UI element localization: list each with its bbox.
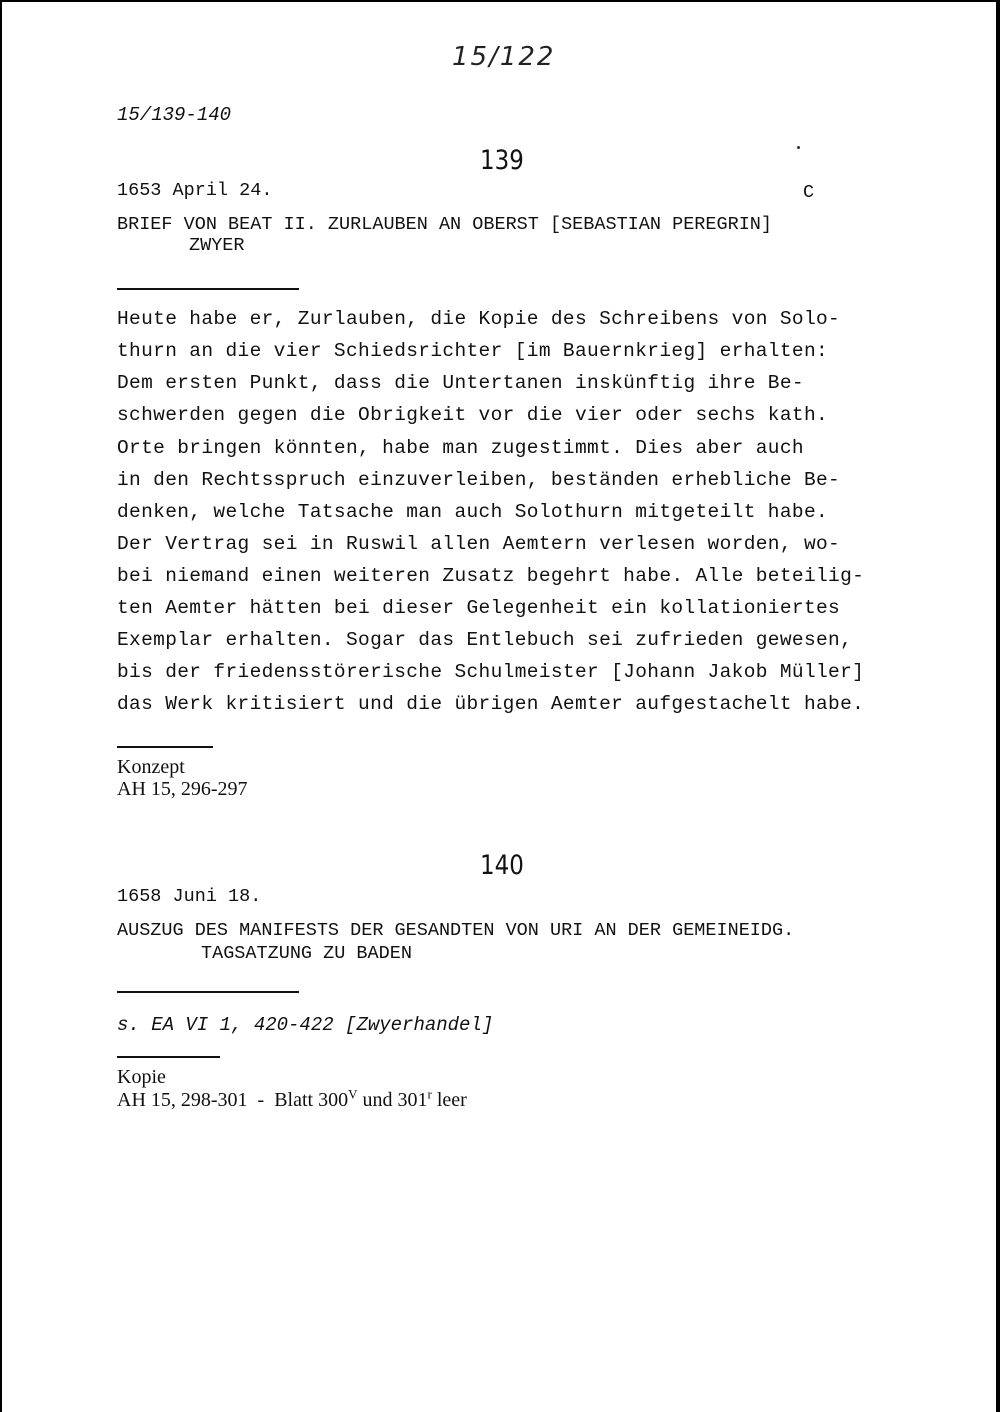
superscript-recto: r <box>427 1086 432 1102</box>
speck-mark <box>797 146 800 149</box>
title-rule-140 <box>117 991 299 993</box>
document-date-139: 1653 April 24. <box>117 180 273 201</box>
source-reference-140 <box>117 1086 467 1112</box>
body-line: das Werk kritisiert und die übrigen Aemter aufgestachelt habe. <box>117 693 865 715</box>
source-ref-suffix: leer <box>431 1089 467 1111</box>
body-line: in den Rechtsspruch einzuverleiben, beständen erhebliche Be- <box>117 469 841 491</box>
body-line: bei niemand einen weiteren Zusatz begehrt habe. Alle beteilig- <box>117 565 865 587</box>
body-line: Der Vertrag sei in Ruswil allen Aemtern verlesen worden, wo- <box>117 533 841 555</box>
file-reference: 15/139-140 <box>117 104 232 126</box>
document-title-140-line1: AUSZUG DES MANIFESTS DER GESANDTEN VON URI AN DER GEMEINEIDG. <box>117 920 795 941</box>
source-type-140: Kopie <box>117 1066 166 1088</box>
scan-border-right <box>996 0 1000 1412</box>
document-title-139-line1: BRIEF VON BEAT II. ZURLAUBEN AN OBERST [SEBASTIAN PEREGRIN] <box>117 214 773 235</box>
body-line: Heute habe er, Zurlauben, die Kopie des Schreibens von Solo- <box>117 308 841 330</box>
body-line: denken, welche Tatsache man auch Solothurn mitgeteilt habe. <box>117 501 829 523</box>
source-ref-prefix: AH 15, 298-301 - Blatt 300 <box>117 1089 349 1111</box>
body-line: Orte bringen könnten, habe man zugestimmt. Dies aber auch <box>117 437 804 459</box>
source-type-139: Konzept <box>117 756 185 778</box>
body-line: thurn an die vier Schiedsrichter [im Bauernkrieg] erhalten: <box>117 340 829 362</box>
document-number-139: 139 <box>480 145 524 176</box>
body-line: bis der friedensstörerische Schulmeister [Johann Jakob Müller] <box>117 661 865 683</box>
source-rule-139 <box>117 746 213 748</box>
body-line: Dem ersten Punkt, dass die Untertanen inskünftig ihre Be- <box>117 372 804 394</box>
body-line: ten Aemter hätten bei dieser Gelegenheit ein kollationiertes <box>117 597 841 619</box>
document-title-139-line2: ZWYER <box>189 235 245 256</box>
document-date-140: 1658 Juni 18. <box>117 886 262 907</box>
body-line: Exemplar erhalten. Sogar das Entlebuch sei zufrieden gewesen, <box>117 629 853 651</box>
scan-border-left <box>0 0 2 1412</box>
title-rule-139 <box>117 288 299 290</box>
source-rule-140 <box>117 1056 220 1058</box>
source-ref-mid: und 301 <box>357 1089 428 1111</box>
document-title-140-line2: TAGSATZUNG ZU BADEN <box>201 943 412 964</box>
document-mark-139: C <box>803 182 815 203</box>
document-number-140: 140 <box>480 850 524 881</box>
scan-border-top <box>0 0 1000 2</box>
body-line: schwerden gegen die Obrigkeit vor die vier oder sechs kath. <box>117 404 829 426</box>
edition-reference-140: s. EA VI 1, 420-422 [Zwyerhandel] <box>117 1014 494 1036</box>
handwritten-stamp: 15/122 <box>452 42 556 72</box>
source-reference-139: AH 15, 296-297 <box>117 778 248 800</box>
superscript-verso: V <box>348 1086 358 1102</box>
